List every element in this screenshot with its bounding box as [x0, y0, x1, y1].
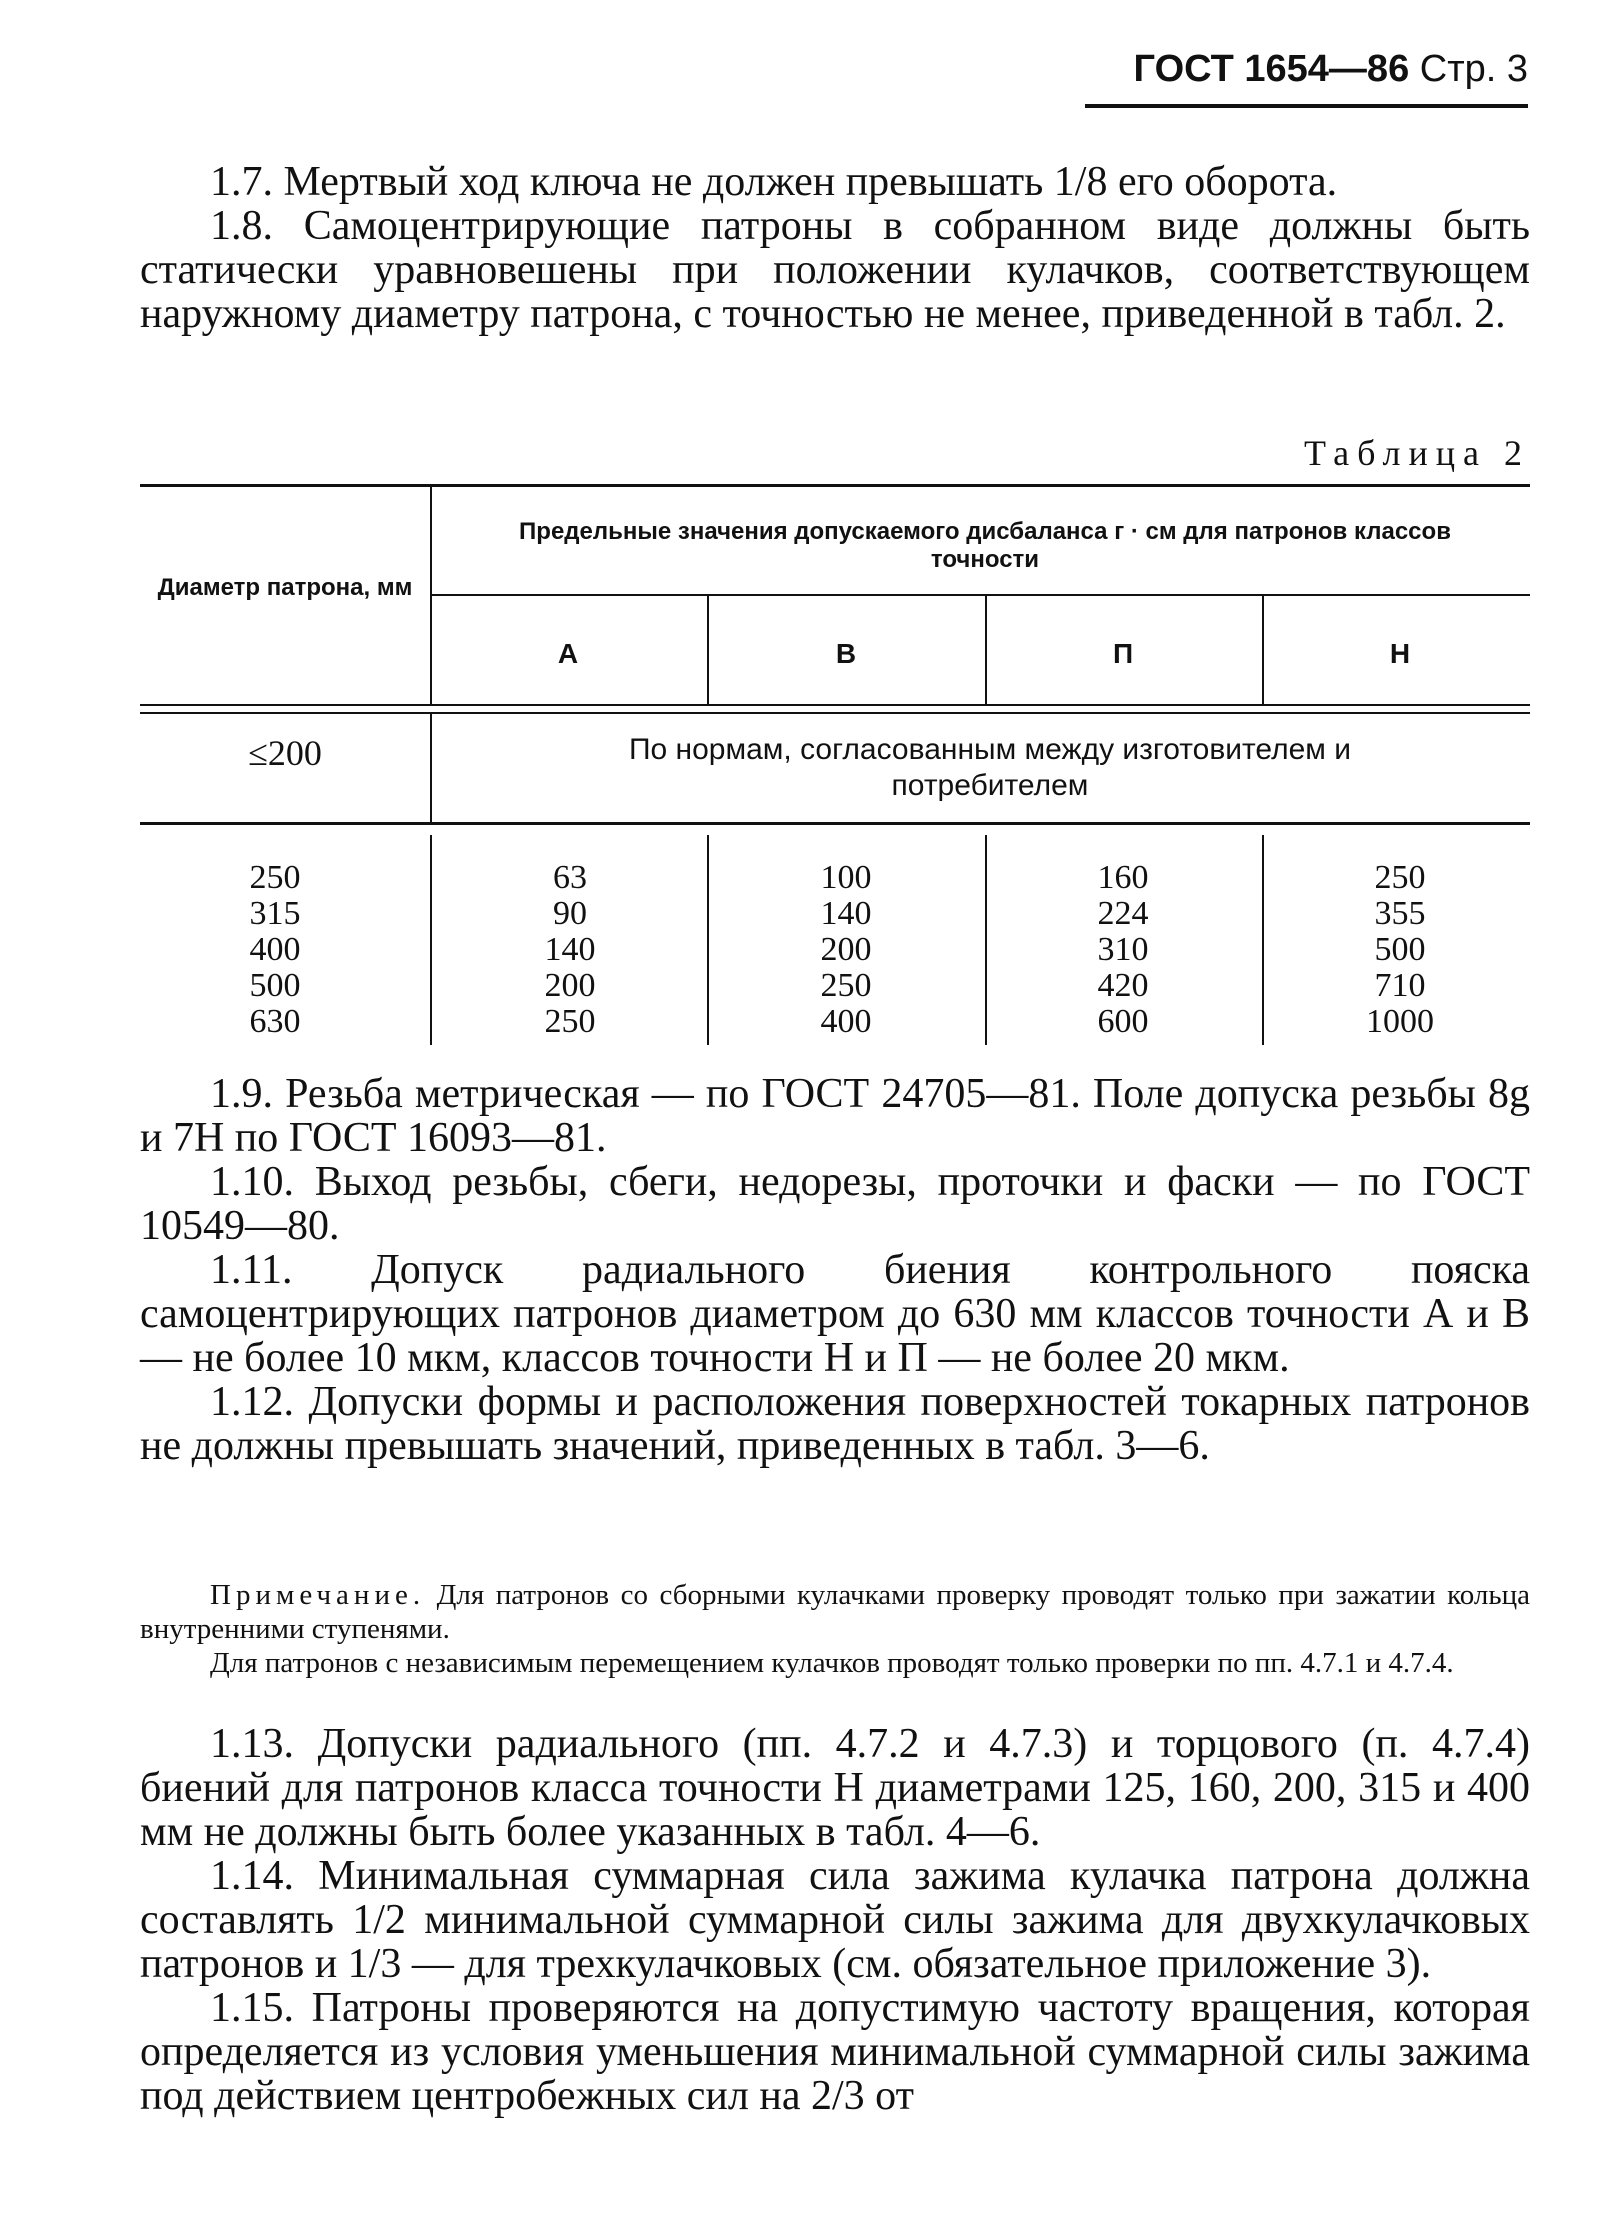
col-divider-1	[707, 596, 709, 704]
table-cell: 630	[249, 1003, 301, 1040]
table-cell: 200	[820, 931, 872, 968]
col-divider-body-1	[707, 835, 709, 1045]
table-cell: 250	[1374, 859, 1426, 896]
paragraph-1-13: 1.13. Допуски радиального (пп. 4.7.2 и 4.7.3) и торцового (п. 4.7.4) биений для патронов класса точности Н диаметрами 125, 160, 200, 315 и 400 мм не должны быть более указанных в табл. 4—6.	[140, 1721, 1530, 1855]
header-class-p: П	[1112, 638, 1134, 669]
col-divider-body-3	[1262, 835, 1264, 1045]
col-divider-diameter-head	[430, 487, 432, 704]
special-row-rule	[140, 822, 1530, 825]
col-divider-3	[1262, 596, 1264, 704]
table-cell: 355	[1374, 895, 1426, 932]
paragraph-1-15: 1.15. Патроны проверяются на допустимую частоту вращения, которая определяется из условия уменьшения минимальной суммарной силы зажима под действием центробежных сил на 2/3 от	[140, 1985, 1530, 2119]
note-text-2: Для патронов с независимым перемещением кулачков проводят только проверки по пп. 4.7.1 и 4.7.4.	[210, 1647, 1454, 1679]
note-label: Примечание.	[210, 1579, 426, 1611]
special-row-diameter: ≤200	[248, 733, 322, 773]
table-cell: 315	[249, 895, 301, 932]
header-rule	[1085, 104, 1528, 108]
note-text-1: Для патронов со сборными кулачками проверку проводят только при зажатии кольца внутренними ступенями.	[140, 1579, 1530, 1645]
paragraph-1-11: 1.11. Допуск радиального биения контрольного пояска самоцентрирующих патронов диаметром до 630 мм классов точности А и В — не более 10 мкм, классов точности Н и П — не более 20 мкм.	[140, 1247, 1530, 1381]
header-sub-rule	[430, 594, 1530, 596]
col-class-h	[1340, 860, 1460, 1040]
table-cell: 400	[820, 1003, 872, 1040]
middle-text	[140, 1072, 1530, 1468]
special-row-text: По нормам, согласованным между изготовителем и потребителем	[628, 733, 1352, 802]
table-cell: 100	[820, 859, 872, 896]
paragraph-1-10: 1.10. Выход резьбы, сбеги, недорезы, проточки и фаски — по ГОСТ 10549—80.	[140, 1159, 1530, 1249]
col-class-a	[510, 860, 630, 1040]
page-header	[1090, 48, 1528, 91]
col-divider-2	[985, 596, 987, 704]
col-divider-diameter-body	[430, 835, 432, 1045]
paragraph-1-12: 1.12. Допуски формы и расположения поверхностей токарных патронов не должны превышать значений, приведенных в табл. 3—6.	[140, 1379, 1530, 1469]
bottom-text	[140, 1722, 1530, 2118]
table-cell: 250	[820, 967, 872, 1004]
table-cell: 200	[544, 967, 596, 1004]
table-cell: 250	[249, 859, 301, 896]
table-cell: 310	[1097, 931, 1149, 968]
table-caption: Таблица 2	[1304, 433, 1530, 473]
col-divider-diameter-special	[430, 714, 432, 822]
header-group: Предельные значения допускаемого дисбаланса г · см для патронов классов точности	[519, 518, 1451, 573]
table-cell: 90	[553, 895, 587, 932]
table-cell: 140	[820, 895, 872, 932]
header-bottom-rule-2	[140, 712, 1530, 714]
col-class-p	[1063, 860, 1183, 1040]
header-class-a: А	[557, 638, 579, 669]
table-cell: 250	[544, 1003, 596, 1040]
table-cell: 400	[249, 931, 301, 968]
note-block	[140, 1578, 1530, 1680]
note-paragraph-1	[140, 1578, 1530, 1646]
table-cell: 500	[249, 967, 301, 1004]
header-class-h: Н	[1389, 638, 1411, 669]
table-cell: 63	[553, 859, 587, 896]
table-cell: 140	[544, 931, 596, 968]
paragraph-1-9: 1.9. Резьба метрическая — по ГОСТ 24705—81. Поле допуска резьбы 8g и 7H по ГОСТ 16093—81.	[140, 1071, 1530, 1161]
table-cell: 224	[1097, 895, 1149, 932]
col-class-b	[786, 860, 906, 1040]
table-cell: 160	[1097, 859, 1149, 896]
col-divider-body-2	[985, 835, 987, 1045]
paragraph-1-14: 1.14. Минимальная суммарная сила зажима кулачка патрона должна составлять 1/2 минимальной суммарной силы зажима для двухкулачковых патронов и 1/3 — для трехкулачковых (см. обязательное приложение 3).	[140, 1853, 1530, 1987]
header-class-b: В	[835, 638, 857, 669]
top-text	[140, 160, 1530, 336]
table-cell: 420	[1097, 967, 1149, 1004]
table-cell: 710	[1374, 967, 1426, 1004]
header-bottom-rule-1	[140, 704, 1530, 706]
table-cell: 600	[1097, 1003, 1149, 1040]
paragraph-1-7: 1.7. Мертвый ход ключа не должен превышать 1/8 его оборота.	[210, 159, 1338, 205]
table-top-rule	[140, 484, 1530, 487]
standard-number: ГОСТ 1654—86	[1133, 48, 1410, 90]
col-diameter	[215, 860, 335, 1040]
table-cell: 500	[1374, 931, 1426, 968]
paragraph-1-8: 1.8. Самоцентрирующие патроны в собранном виде должны быть статически уравновешены при положении кулачков, соответствующем наружному диаметру патрона, с точностью не менее, приведенной в табл. 2.	[140, 203, 1530, 337]
table-cell: 1000	[1366, 1003, 1434, 1040]
page-number: Стр. 3	[1419, 48, 1528, 90]
header-diameter: Диаметр патрона, мм	[157, 574, 413, 601]
